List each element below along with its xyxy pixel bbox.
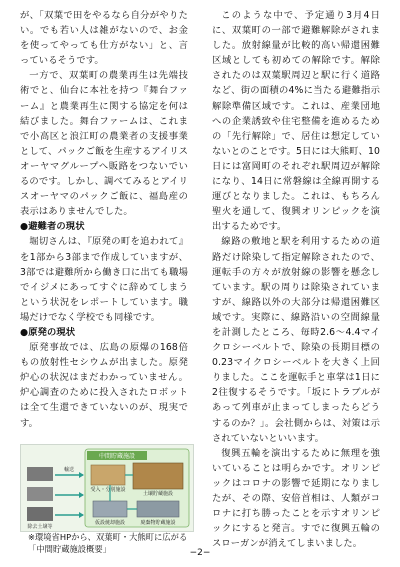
- left-paragraph-4: 原発事故では、広島の原爆の168倍もの放射性セシウムが出ました。原発炉心の状況はまだわかっていません。炉心調査のために投入されたロボットは全て生還できていないのが、現実です。: [20, 342, 188, 429]
- label-sorting-facility: 受入・分別施設: [90, 487, 126, 493]
- right-paragraph-1: このような中で、予定通り3月4日に、双葉町の一部で避難解除がされました。放射線量が比較的高い帰還困難区域としても初めての解除です。解除されたのは双葉駅周辺と駅に行く道路など、街の面積の4%に当たる避難指示解除準備区域です。これは、産業団地への企業誘致や住宅整備を進めるための「先行解除」で、居住は想定していないとのことです。5日には大熊町、10日には富岡町のそれぞれ駅周辺が解除になり、14日に常磐線は全線再開する運びとなりました。これは、もちろん聖火を通して、復興オリンピックを演出するためです。: [212, 10, 380, 233]
- left-column: [20, 8, 188, 431]
- interim-storage-diagram: [20, 444, 194, 532]
- label-waste-storage: 廃棄物貯蔵施設: [140, 520, 176, 526]
- diagram-illustration: [21, 445, 193, 531]
- right-column: [212, 8, 380, 551]
- label-transport: 輸送: [63, 467, 75, 473]
- label-incineration: 仮設焼却施設: [94, 520, 126, 526]
- figure-caption: ※環境省HPから、双葉町・大熊町に広がる「中間貯蔵施設概要」: [28, 532, 188, 554]
- label-soil-storage: 土壌貯蔵施設: [142, 491, 174, 497]
- page-number: −2−: [189, 548, 211, 558]
- left-paragraph-1: が、「双葉で田をやるなら自分がやりたい。でも若い人は雑がないので、お金を使ってやっても仕方がない」と、言っているそうです。: [20, 10, 188, 67]
- section-heading-nuclear-plant: ●原発の現状: [20, 326, 76, 338]
- right-paragraph-3: 復興五輪を演出するために無理を強いていることは明らかです。オリンピックはコロナの影響で延期になりましたが、その際、安倍首相は、人類がコロナに打ち勝ったことを示すオリンピックにすると発言。すでに復興五輪のスローガンが消えてしまいました。: [212, 447, 380, 550]
- right-paragraph-2: 線路の敷地と駅を利用するための道路だけ除染して指定解除されたので、運転手の方々が放射線の影響を懸念しています。駅の周りは除染されていますが、線路以外の大部分は帰還困難区域です。実際に、線路沿いの空間線量を計測したところ、毎時2.6〜4.4マイクロシーベルトで、除染の長期目標の0.23マイクロシーベルトを大きく上回りました。ここを運転手と車掌は1日に2往復するそうです。「坂にトラブルがあって列車が止まってしまったらどうするのか？」。会社側からは、対策は示されていないといいます。: [212, 236, 380, 444]
- label-removed-soil: 除去土壌等: [27, 524, 53, 530]
- section-heading-evacuees: ●避難者の現状: [20, 221, 85, 233]
- label-interim-storage: 中間貯蔵施設: [98, 453, 136, 460]
- left-paragraph-3: 堀切さんは、『原発の町を追われて』を1部から3部まで作成していますが、3部では避難所から働き口に出ても職場でイジメにあってすぐに辞めてしまうという状況をレポートしています。職場だけでなく学校でも同様です。: [20, 236, 188, 323]
- left-paragraph-2: 一方で、双葉町の農業再生は先端技術でと、仙台に本社を持つ『舞台ファーム』と農業再生に関する協定を何は結びました。舞台ファームは、これまで小高区と浪江町の農業者の支援事業として、パックご飯を生産するアイリスオーヤマグループへ販路をつないでいるのです。しかし、調べてみるとアイリスオーヤマのパックご飯に、福島産の表示はありませんでした。: [20, 70, 188, 218]
